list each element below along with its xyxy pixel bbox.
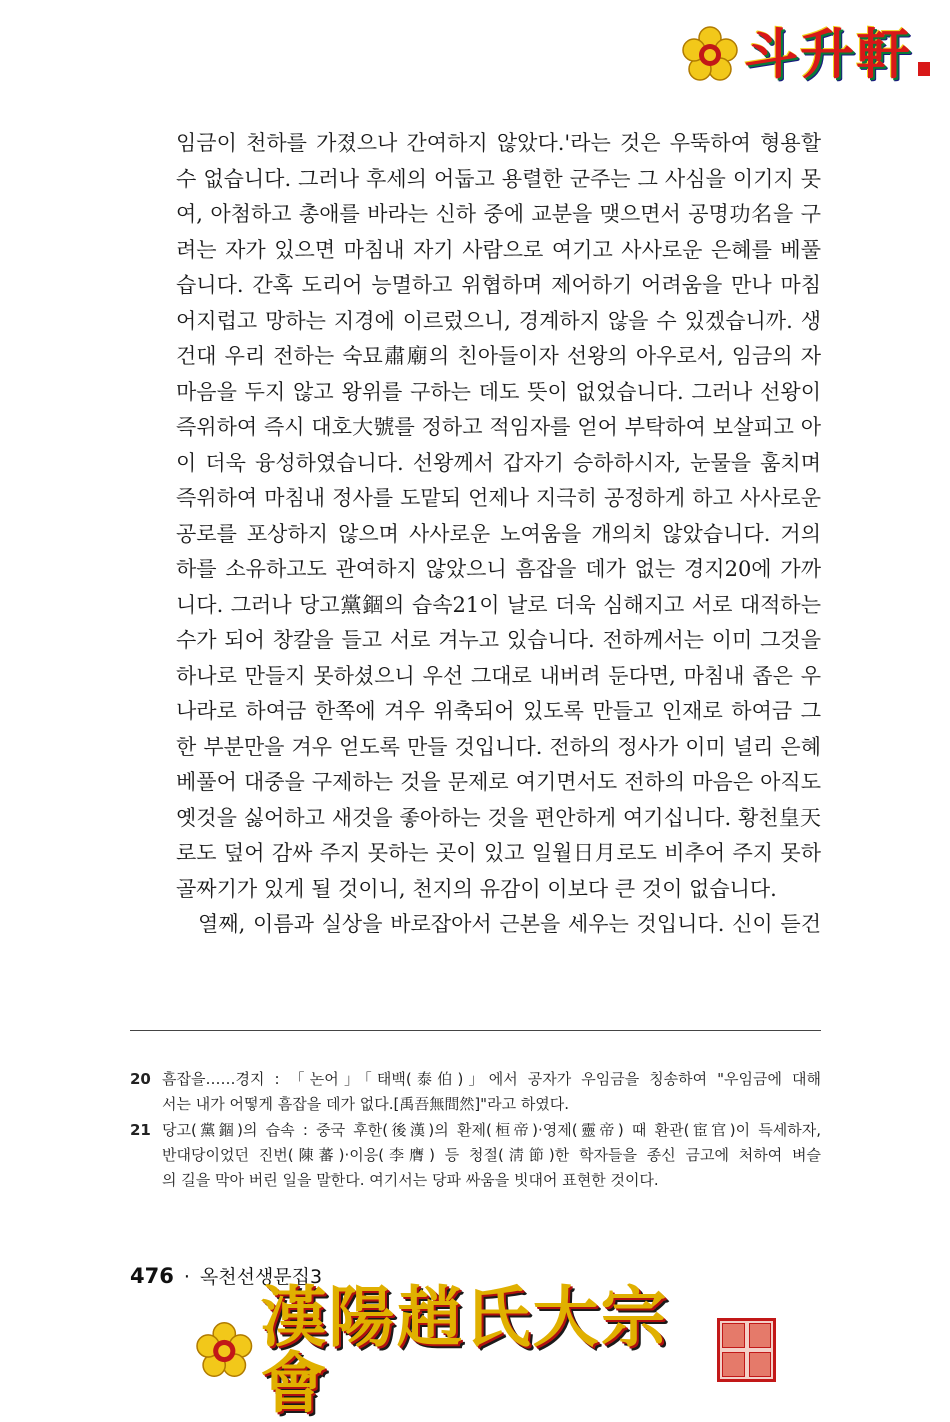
main-text	[176, 126, 821, 943]
text-line: 수가 되어 창칼을 들고 서로 겨누고 있습니다. 전하께서는 이미 그것을	[176, 628, 821, 652]
text-line: 마음을 두지 않고 왕위를 구하는 데도 뜻이 없었습니다. 그러나 선왕이	[176, 379, 821, 404]
logo-title: 斗升軒	[744, 22, 912, 86]
footer-separator: ·	[183, 1266, 190, 1288]
text-line: 건대 우리 전하는 숙묘肅廟의 친아들이자 선왕의 아우로서, 임금의 자	[176, 344, 821, 368]
footnote-divider	[130, 1030, 821, 1031]
text-line: 골짜기가 있게 될 것이니, 천지의 유감이 이보다 큰 것이 없습니다.	[176, 876, 777, 901]
text-line: 베풀어 대중을 구제하는 것을 문제로 여기면서도 전하의 마음은 아직도	[176, 770, 821, 794]
footnote-line: 흠잡을……경지 : 「논어」「태백(泰伯)」에서 공자가 우임금을 칭송하여 "우임금에 대해	[162, 1070, 821, 1088]
text-line: 즉위하여 즉시 대호大號를 정하고 적임자를 얻어 부탁하여 보살피고 아	[176, 415, 821, 439]
text-line: 한 부분만을 겨우 얻도록 만들 것입니다. 전하의 정사가 이미 널리 은혜	[176, 734, 821, 759]
footnote-line: 반대당이었던 진번(陳蕃)·이응(李膺) 등 청절(淸節)한 학자들을 종신 금고에 처하여 벼슬	[162, 1146, 821, 1164]
footnote-21	[130, 1118, 821, 1193]
text-line: 하나로 만들지 못하셨으니 우선 그대로 내버려 둔다면, 마침내 좁은 우	[176, 663, 821, 688]
banner-title: 漢陽趙氏大宗會	[260, 1278, 669, 1422]
footnote-number: 20	[130, 1070, 151, 1088]
text-line: 니다. 그러나 당고黨錮의 습속21이 날로 더욱 심해지고 서로 대적하는	[176, 592, 821, 617]
text-line: 열째, 이름과 실상을 바로잡아서 근본을 세우는 것입니다. 신이 듣건	[198, 912, 821, 936]
footnote-20	[130, 1067, 821, 1117]
top-logo	[682, 22, 930, 86]
text-line: 여, 아첨하고 총애를 바라는 신하 중에 교분을 맺으면서 공명功名을 구	[176, 202, 821, 226]
footnote-body	[162, 1118, 821, 1193]
text-line: 습니다. 간혹 도리어 능멸하고 위협하며 제어하기 어려움을 만나 마침	[176, 273, 821, 297]
text-line: 즉위하여 마침내 정사를 도맡되 언제나 지극히 공정하게 하고 사사로운	[176, 486, 821, 510]
text-line: 려는 자가 있으면 마침내 자기 사람으로 여기고 사사로운 은혜를 베풀	[176, 237, 821, 262]
page-number: 476	[130, 1264, 174, 1288]
footnote-body	[162, 1067, 821, 1117]
text-line: 임금이 천하를 가졌으나 간여하지 않았다.'라는 것은 우뚝하여 형용할	[176, 131, 821, 155]
text-line: 이 더욱 융성하였습니다. 선왕께서 갑자기 승하하시자, 눈물을 훔치며	[176, 450, 821, 475]
text-line: 하를 소유하고도 관여하지 않았으니 흠잡을 데가 없는 경지20에 가까	[176, 557, 821, 581]
footnote-number: 21	[130, 1121, 151, 1139]
text-line: 로도 덮어 감싸 주지 못하는 곳이 있고 일월日月로도 비추어 주지 못하	[176, 841, 821, 865]
footnotes	[130, 1067, 821, 1194]
footnote-line: 서는 내가 어떻게 흠잡을 데가 없다.[禹吾無間然]"라고 하였다.	[162, 1095, 570, 1113]
footnote-line: 당고(黨錮)의 습속 : 중국 후한(後漢)의 환제(桓帝)·영제(靈帝) 때 환관(宦官)이 득세하자,	[162, 1121, 821, 1139]
plum-blossom-icon	[196, 1320, 253, 1380]
footnote-line: 의 길을 막아 버린 일을 말한다. 여기서는 당파 싸움을 빗대어 표현한 것이다.	[162, 1171, 659, 1189]
text-line: 옛것을 싫어하고 새것을 좋아하는 것을 편안하게 여기십니다. 황천皇天	[176, 805, 821, 830]
text-line: 공로를 포상하지 않으며 사사로운 노여움을 개의치 않았습니다. 거의	[176, 521, 821, 546]
text-line: 나라로 하여금 한쪽에 겨우 위축되어 있도록 만들고 인재로 하여금 그	[176, 699, 821, 723]
small-seal-icon	[918, 62, 930, 76]
text-line: 수 없습니다. 그러나 후세의 어둡고 용렬한 군주는 그 사심을 이기지 못	[176, 166, 821, 191]
bottom-banner	[196, 1278, 776, 1422]
red-seal-icon	[717, 1318, 776, 1382]
plum-blossom-icon	[682, 26, 738, 82]
text-line: 어지럽고 망하는 지경에 이르렀으니, 경계하지 않을 수 있겠습니까. 생	[176, 308, 821, 333]
book-title: 옥천선생문집3	[199, 1266, 323, 1288]
